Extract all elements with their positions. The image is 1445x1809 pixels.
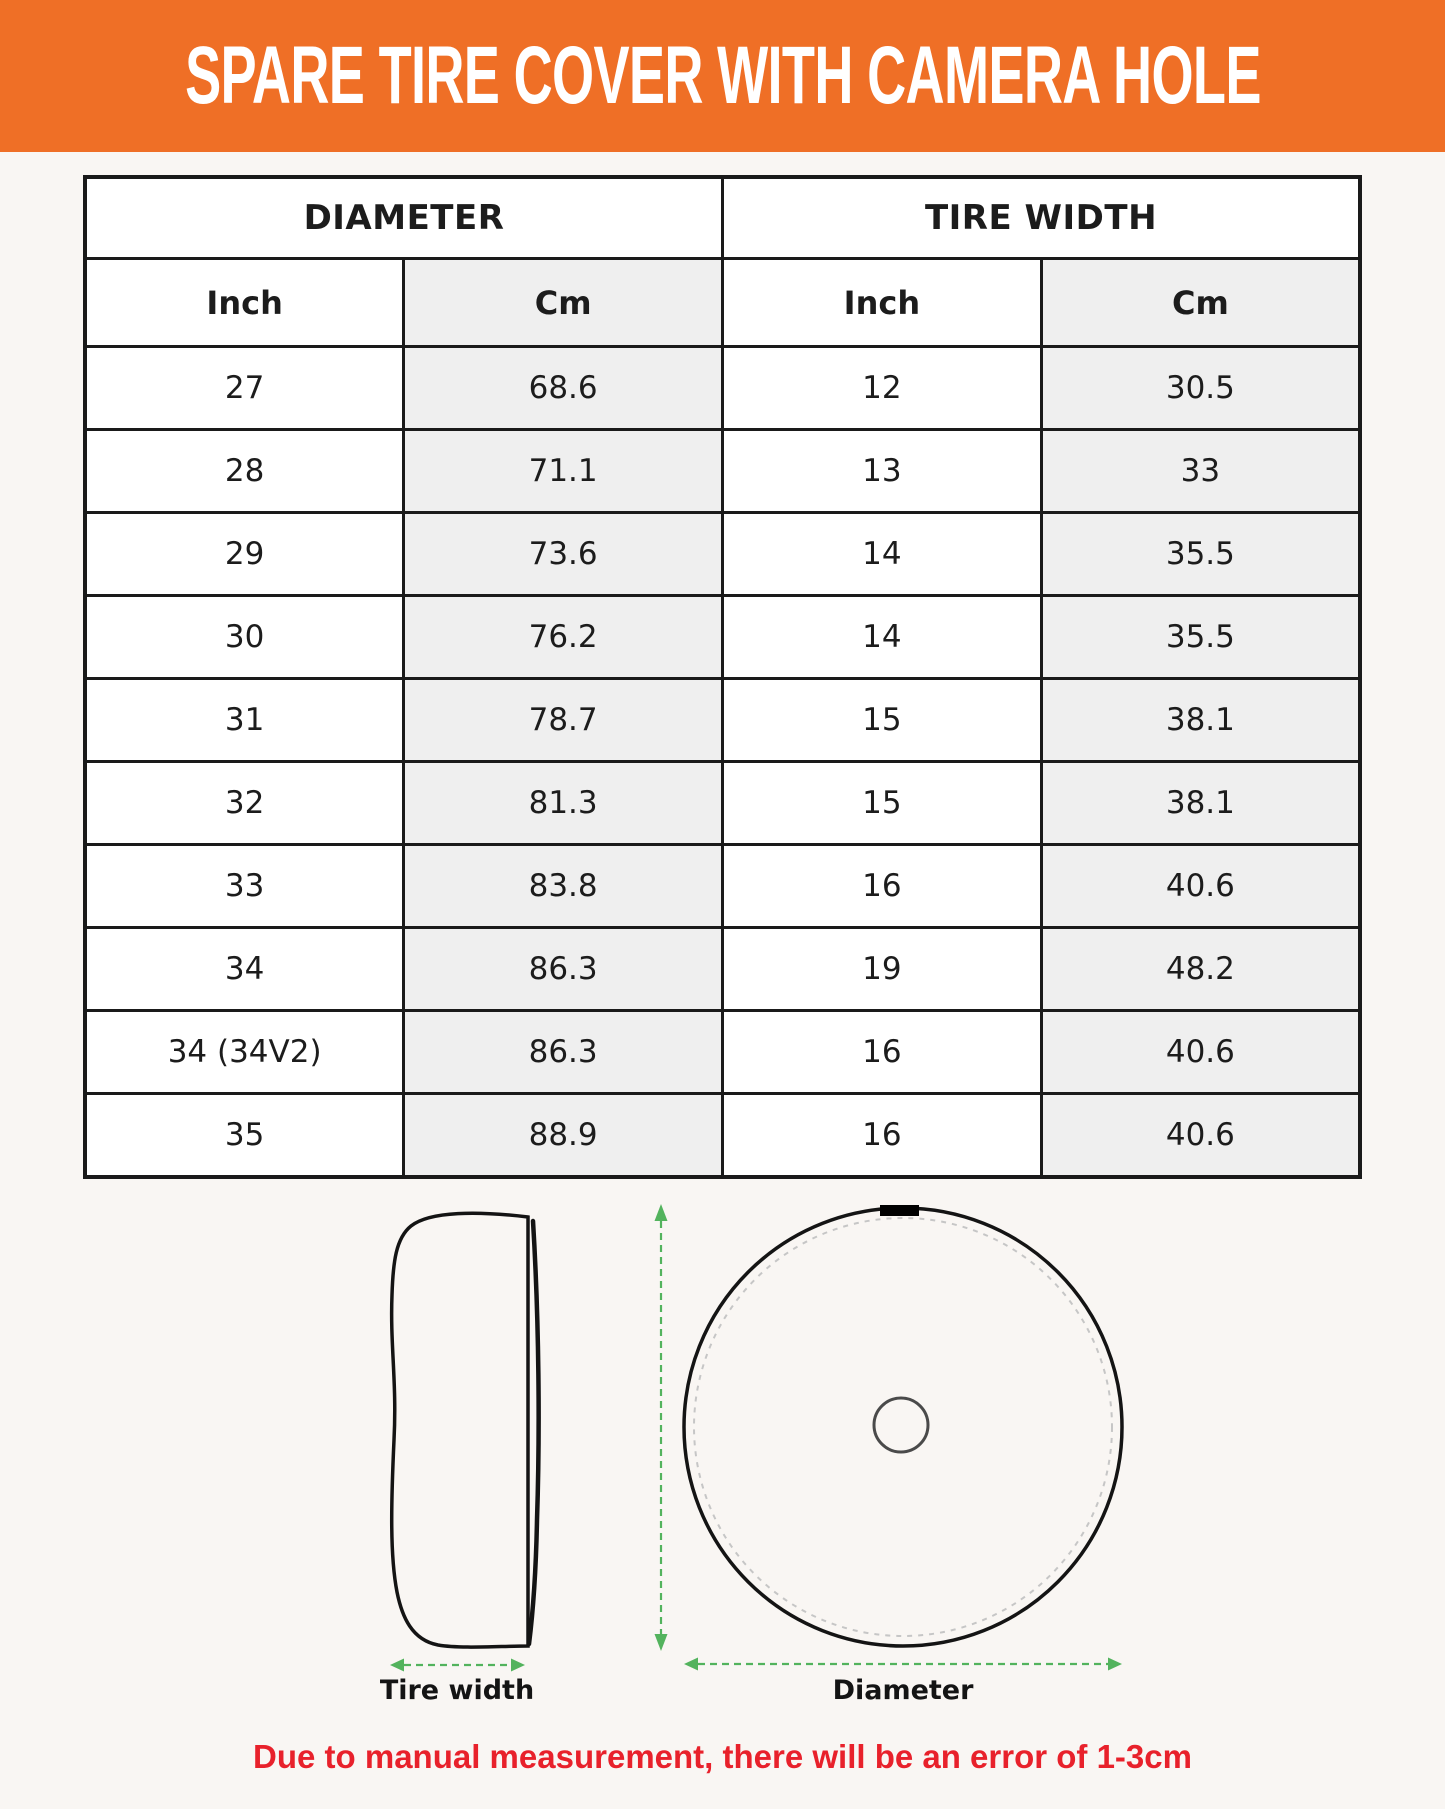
- column-group-diameter: DIAMETER: [85, 177, 723, 259]
- subheader-width-inch: Inch: [723, 259, 1042, 347]
- cell-width-inch: 15: [723, 762, 1042, 845]
- column-group-tire-width: TIRE WIDTH: [723, 177, 1361, 259]
- cell-diameter-cm: 71.1: [404, 430, 723, 513]
- tire-width-label: Tire width: [379, 1675, 535, 1706]
- cell-diameter-inch: 35: [85, 1094, 404, 1178]
- cell-width-cm: 35.5: [1041, 513, 1360, 596]
- cell-diameter-cm: 81.3: [404, 762, 723, 845]
- header-banner: [0, 0, 1445, 152]
- cell-diameter-cm: 83.8: [404, 845, 723, 928]
- cell-width-inch: 16: [723, 1094, 1042, 1178]
- table-row: [85, 679, 1360, 762]
- cell-diameter-inch: 34 (34V2): [85, 1011, 404, 1094]
- camera-hole: [874, 1398, 928, 1452]
- cell-width-cm: 40.6: [1041, 1094, 1360, 1178]
- cell-diameter-inch: 30: [85, 596, 404, 679]
- cell-width-cm: 33: [1041, 430, 1360, 513]
- table-row: [85, 513, 1360, 596]
- cell-width-cm: 48.2: [1041, 928, 1360, 1011]
- cell-diameter-cm: 86.3: [404, 1011, 723, 1094]
- cell-diameter-inch: 27: [85, 347, 404, 430]
- measurement-disclaimer: Due to manual measurement, there will be an error of 1-3cm: [253, 1738, 1192, 1775]
- subheader-diameter-inch: Inch: [85, 259, 404, 347]
- table-subheader-row: [85, 259, 1360, 347]
- cell-width-inch: 15: [723, 679, 1042, 762]
- tire-front-view: [684, 1205, 1122, 1646]
- tire-side-view: [392, 1213, 539, 1647]
- tire-width-arrow: [390, 1659, 525, 1672]
- cell-width-cm: 38.1: [1041, 679, 1360, 762]
- cell-width-inch: 16: [723, 845, 1042, 928]
- table-row: [85, 430, 1360, 513]
- table-row: [85, 762, 1360, 845]
- cell-diameter-inch: 31: [85, 679, 404, 762]
- cell-diameter-inch: 32: [85, 762, 404, 845]
- table-row: [85, 596, 1360, 679]
- size-chart-table: [83, 175, 1362, 1179]
- cell-diameter-cm: 73.6: [404, 513, 723, 596]
- diameter-label: Diameter: [832, 1675, 974, 1706]
- cell-width-cm: 40.6: [1041, 845, 1360, 928]
- cell-diameter-cm: 78.7: [404, 679, 723, 762]
- cell-width-inch: 14: [723, 596, 1042, 679]
- cell-diameter-cm: 86.3: [404, 928, 723, 1011]
- cell-width-cm: 38.1: [1041, 762, 1360, 845]
- cell-diameter-inch: 34: [85, 928, 404, 1011]
- subheader-width-cm: Cm: [1041, 259, 1360, 347]
- cell-width-cm: 30.5: [1041, 347, 1360, 430]
- cell-diameter-inch: 29: [85, 513, 404, 596]
- cell-width-inch: 13: [723, 430, 1042, 513]
- cell-diameter-inch: 33: [85, 845, 404, 928]
- table-row: [85, 347, 1360, 430]
- subheader-diameter-cm: Cm: [404, 259, 723, 347]
- cell-diameter-cm: 76.2: [404, 596, 723, 679]
- table-row: [85, 928, 1360, 1011]
- cell-width-cm: 40.6: [1041, 1011, 1360, 1094]
- cell-diameter-inch: 28: [85, 430, 404, 513]
- table-row: [85, 1094, 1360, 1178]
- diameter-arrow: [684, 1658, 1122, 1671]
- cell-width-inch: 16: [723, 1011, 1042, 1094]
- table-row: [85, 1011, 1360, 1094]
- valve-marker: [880, 1205, 919, 1216]
- table-row: [85, 845, 1360, 928]
- vertical-diameter-arrow: [655, 1204, 668, 1651]
- cell-diameter-cm: 68.6: [404, 347, 723, 430]
- cell-width-inch: 14: [723, 513, 1042, 596]
- cell-diameter-cm: 88.9: [404, 1094, 723, 1178]
- cell-width-inch: 12: [723, 347, 1042, 430]
- page-title: SPARE TIRE COVER WITH CAMERA HOLE: [184, 30, 1261, 121]
- cell-width-inch: 19: [723, 928, 1042, 1011]
- cell-width-cm: 35.5: [1041, 596, 1360, 679]
- table-group-header-row: [85, 177, 1360, 259]
